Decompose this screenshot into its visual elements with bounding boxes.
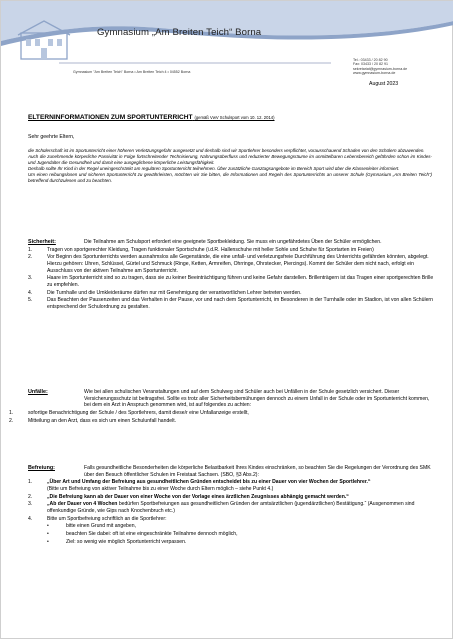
list-item	[28, 290, 436, 297]
list-bold-text: „Ab der Dauer von 4 Wochen	[47, 501, 118, 508]
list-item	[28, 494, 436, 501]
unfaelle-list	[9, 410, 436, 424]
list-number: 1.	[28, 479, 33, 486]
bullet-item: • beachten Sie dabei: oft ist eine eingeschränkte Teilnahme dennoch möglich,	[47, 531, 436, 538]
section-lead	[84, 239, 436, 246]
list-number: 2.	[28, 493, 33, 500]
list-item	[28, 254, 436, 274]
section-heading-unfaelle: Unfälle:	[28, 389, 48, 395]
section-lead-text: Die Teilnahme am Schulsport erfordert eine geeignete Sportbekleidung. Sie muss ein ungefährdetes Üben der Schüler ermöglichen.	[84, 239, 382, 245]
list-number: 4.	[28, 515, 33, 522]
greeting: Sehr geehrte Eltern,	[28, 134, 75, 140]
intro-paragraph: Auch die zunehmende körperliche Passivität in Folge fortschreitender Technisierung, Nahrungsüberfluss und reduzierter Bewegungsräume im unmittelbaren Lebensbereich gefährden schon im Kindes- und Jugendalter die Gesundheit und damit eine ausgeglichene körperliche Leistungsfähigkeit.	[28, 153, 432, 165]
section-lead-text: Falls gesundheitliche Besonderheiten die körperliche Belastbarkeit Ihres Kindes einschränken, so beachten Sie die Regelungen der Verordnung des SMK über den Besuch öffentlicher Schulen im Freistaat Sachsen. (SBO, §3 Abs.2):	[84, 465, 431, 478]
list-number: 4.	[28, 289, 33, 296]
contact-phone: Tel.: 03433 / 20 82 90	[353, 58, 388, 62]
list-number: 3.	[28, 275, 33, 282]
section-lead	[84, 465, 436, 478]
contact-email[interactable]: sekretariat@gymnasium-borna.de	[353, 66, 408, 71]
intro-paragraph: Um einen reibungslosen und sicheren Sportunterricht zu gewährleisten, möchten wir Sie bitten, die Informationen und Regeln des Sportunterrichts an unserer Schule (Gymnasium „Am Breiten Teich“) betreffend durchzulesen und zu beachten.	[28, 171, 432, 183]
list-text: Tragen von sportgerechter Kleidung, Tragen funktionaler Sportschuhe (i.d.R. Hallenschuhe mit heller Sohle und Schuhe für Sportarten im Freien)	[47, 246, 374, 253]
intro-paragraph: Deshalb sollte Ihr Kind in der Regel uneingeschränkt am regulären Sportunterricht teilnehmen. Über zusätzliche Ganztagsangebote im Bereich Sport wird über die Klassenleiter informiert.	[28, 165, 400, 171]
list-bold-text: „Über Art und Umfang der Befreiung aus gesundheitlichen Gründen entscheidet bis zu einer Dauer von vier Wochen der Sportlehrer.“	[47, 479, 371, 486]
section-unfaelle	[9, 389, 436, 425]
befreiung-bullets	[47, 523, 436, 545]
list-text: Das Beachten der Pausenzeiten und das Verhalten in der Pause, vor und nach dem Sportunterricht, im Besonderen in der Turnhalle oder im Stadion, ist von allen Schülern entsprechend der Schulordnung zu gestalten.	[47, 297, 433, 310]
list-number: 1.	[28, 246, 33, 253]
list-number: 2.	[28, 254, 33, 261]
title-subtitle: (gemäß VwV Schulsport vom 10. 12. 2014)	[194, 115, 275, 120]
list-item	[28, 297, 436, 310]
list-item	[9, 410, 436, 417]
school-name: Gymnasium „Am Breiten Teich“ Borna	[97, 27, 262, 38]
list-number: 1.	[9, 409, 14, 416]
sicherheit-list	[28, 247, 436, 311]
section-lead	[84, 389, 436, 409]
address-line: Gymnasium "Am Breiten Teich" Borna • Am Breiten Teich 4 • 04552 Borna	[73, 70, 191, 74]
contact-fax: Fax: 03433 / 20 82 91	[353, 62, 388, 67]
list-number: 2.	[9, 417, 14, 424]
section-heading-sicherheit: Sicherheit:	[28, 239, 56, 245]
letter-date: August 2023	[369, 81, 399, 87]
section-sicherheit	[28, 239, 436, 312]
list-number: 3.	[28, 501, 33, 508]
list-bold-text: „Die Befreiung kann ab der Dauer von einer Woche von der Vorlage eines ärztlichen Zeugnisses abhängig gemacht werden.“	[47, 493, 349, 500]
list-item	[28, 275, 436, 288]
intro-text	[28, 148, 432, 183]
contact-website[interactable]: www.gymnasium-borna.de	[353, 70, 396, 75]
bullet-item: • Ziel: so wenig wie möglich Sportunterricht verpassen.	[47, 539, 436, 546]
list-text: Mitteilung an den Arzt, dass es sich um einen Schulunfall handelt.	[28, 417, 177, 424]
contact-block	[353, 58, 407, 75]
list-text: bedürfen Sportbefreiungen aus gesundheitlichen Gründen der amtsärztlichen (jugendärztlichen) Bestätigung.“ (Ausgenommen sind offenkundige Gründe, wie Gips nach Knochenbruch etc.)	[47, 501, 415, 514]
list-text: Vor Beginn des Sportunterrichts werden ausnahmslos alle Gegenstände, die eine unfall- und verletzungsfreie Durchführung des Unterrichts gefährden könnten, abgelegt. Hierzu gehören: Uhren, Schlüssel, Gürtel und Schmuck (Ringe, Ketten, Armreifen, Ohrringe, Ohrstecker, Piercings). Kommt der Schüler dem nicht nach, erfolgt ein Ausschluss von der aktiven Teilnahme am Sportunterricht.	[47, 254, 429, 274]
intro-paragraph: die Schülerschaft ist im Sportunterricht einer höheren Verletzungsgefahr ausgesetzt und deshalb sind wir Sportlehrer besonders verpflichtet, vorausschauend Schaden von den Schülern abzuwenden.	[28, 148, 425, 153]
document-title	[28, 114, 275, 121]
list-number: 5.	[28, 297, 33, 304]
list-text: (Bitte um Befreiung von aktiver Teilnahme bis zu einer Woche durch Eltern möglich – siehe Punkt 4.)	[47, 485, 274, 492]
list-item	[28, 479, 436, 492]
bullet-item: • bitte einen Grund mit angeben,	[47, 523, 436, 530]
section-lead-text: Wie bei allen schulischen Veranstaltungen und auf dem Schulweg sind Schüler auch bei Unfällen in der Schule gesetzlich versichert. Dieser Versicherungsschutz ist beitragsfrei. Sollte es trotz aller Sicherheitsbemühungen dennoch zu einem Unfall in der Schule oder im Sportunterricht kommen, bei dem ein Arzt in Anspruch genommen wird, ist auf folgendes zu achten:	[84, 389, 430, 409]
title-text: ELTERNINFORMATIONEN ZUM SPORTUNTERRICHT	[28, 114, 193, 121]
list-text: Die Turnhalle und die Umkleideräume dürfen nur mit Genehmigung der verantwortlichen Lehrer betreten werden.	[47, 289, 302, 296]
list-item	[9, 418, 436, 425]
section-befreiung	[28, 465, 436, 547]
list-item	[28, 501, 436, 514]
section-heading-befreiung: Befreiung:	[28, 465, 55, 471]
list-item	[28, 247, 436, 254]
list-text: Haare im Sportunterricht sind so zu tragen, dass sie zu keiner Beeinträchtigung führen und keine Gefahr darstellen. Brillenträgern ist das Tragen einer sportgerechten Brille zu empfehlen.	[47, 275, 434, 288]
befreiung-list	[28, 479, 436, 545]
list-text: Bitte um Sportbefreiung schriftlich an die Sportlehrer:	[47, 515, 167, 522]
list-item	[28, 516, 436, 546]
list-text: sofortige Benachrichtigung der Schule / des Sportlehrers, damit diese/r eine Unfallanzeige erstellt,	[28, 409, 249, 416]
